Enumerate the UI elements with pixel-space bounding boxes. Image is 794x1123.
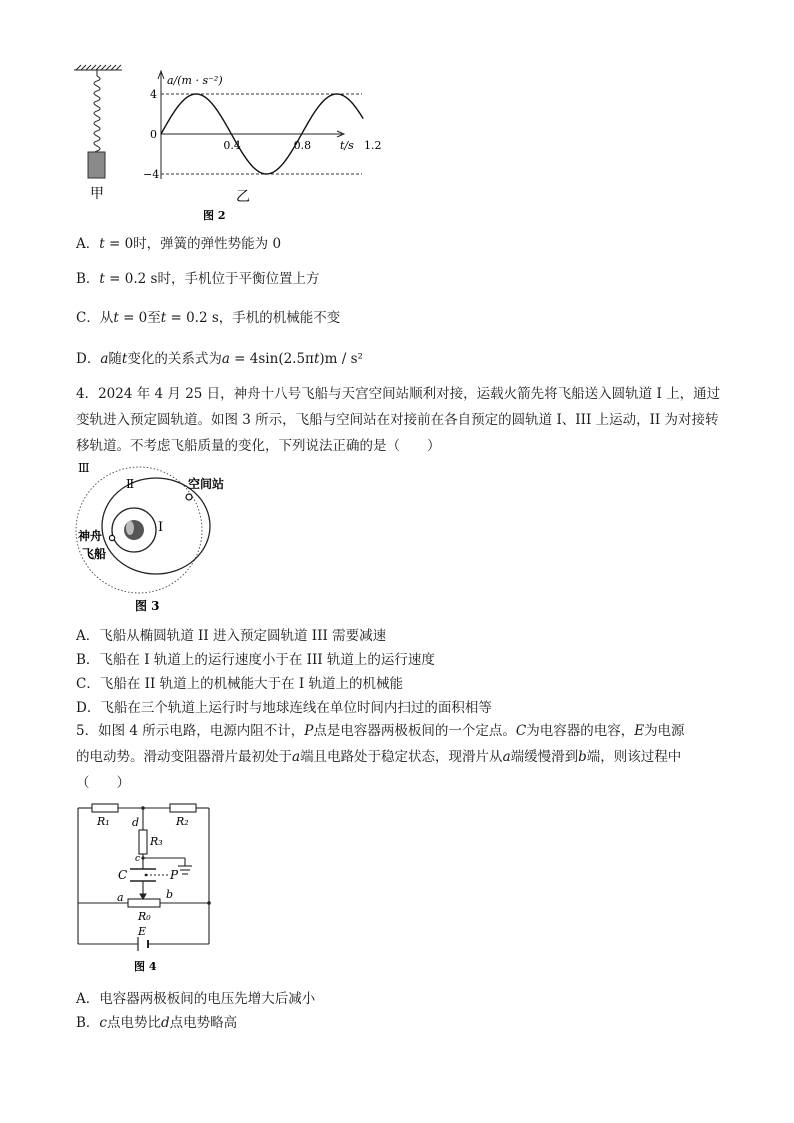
battery xyxy=(138,937,148,951)
point-p xyxy=(145,874,148,877)
y-tick-label: 4 xyxy=(150,88,157,101)
label-iii: Ⅲ xyxy=(78,461,90,475)
label-r2: R₂ xyxy=(176,815,189,828)
ceiling-hatch xyxy=(74,65,122,70)
q4-option-b[interactable]: B．飞船在 I 轨道上的运行速度小于在 III 轨道上的运行速度 xyxy=(76,652,435,668)
capacitor xyxy=(130,869,156,881)
ship-label-2: 飞船 xyxy=(82,547,107,561)
label-c-capacitor: C xyxy=(118,868,128,882)
q4-option-d[interactable]: D．飞船在三个轨道上运行时与地球连线在单位时间内扫过的面积相等 xyxy=(76,700,492,716)
q4-option-a[interactable]: A．飞船从椭圆轨道 II 进入预定圆轨道 III 需要减速 xyxy=(76,628,387,644)
fig2-left-label: 甲 xyxy=(90,186,104,202)
junction-right xyxy=(207,901,211,905)
label-i: Ⅰ xyxy=(158,520,164,535)
fig4-caption: 图 4 xyxy=(134,960,157,973)
q5-stem-line-3: （ ） xyxy=(76,775,130,791)
label-r0: R₀ xyxy=(138,910,151,923)
label-r1: R₁ xyxy=(97,815,110,828)
label-p: P xyxy=(170,868,179,882)
junction-top xyxy=(141,806,145,810)
ship-dot xyxy=(109,535,114,540)
q5-option-b[interactable]: B．c点电势比d点电势略高 xyxy=(76,1015,238,1031)
station-label: 空间站 xyxy=(188,477,225,491)
fig2-right-label: 乙 xyxy=(236,189,250,205)
figure-4 xyxy=(70,800,220,980)
label-e: E xyxy=(138,925,147,938)
earth-highlight xyxy=(126,521,134,535)
label-c-point: c xyxy=(135,854,141,864)
q4-option-c[interactable]: C．飞船在 II 轨道上的机械能大于在 I 轨道上的机械能 xyxy=(76,676,403,692)
y-tick-label: 0 xyxy=(150,128,157,141)
q3-option-c[interactable]: C．从t = 0至t = 0.2 s，手机的机械能不变 xyxy=(76,310,341,326)
circuit-wires xyxy=(78,808,209,944)
fig3-caption: 图 3 xyxy=(135,599,160,613)
resistor-r0 xyxy=(128,899,160,907)
fig2-ylabel: a/(m · s⁻²) xyxy=(167,74,223,87)
fig2-axes xyxy=(158,71,344,179)
figure-2 xyxy=(60,55,382,225)
label-r3: R₃ xyxy=(150,835,163,848)
label-b: b xyxy=(166,888,174,901)
label-ii: Ⅱ xyxy=(126,477,135,491)
x-tick-label: 0.8 xyxy=(293,139,312,152)
station-dot xyxy=(186,494,192,500)
phone-block xyxy=(88,152,105,178)
label-d: d xyxy=(132,816,140,829)
resistor-r1 xyxy=(92,804,118,812)
ship-label-1: 神舟 xyxy=(78,529,103,543)
q5-stem-line-2: 的电动势。滑动变阻器滑片最初处于a端且电路处于稳定状态，现滑片从a端缓慢滑到b端，则该过程中 xyxy=(76,749,682,765)
fig2-caption: 图 2 xyxy=(203,209,226,222)
q5-stem-line-1: 5．如图 4 所示电路，电源内阻不计，P点是电容器两极板间的一个定点。C为电容器的电容，E为电源 xyxy=(76,723,685,739)
junction-c xyxy=(141,856,144,859)
resistor-r2 xyxy=(170,804,196,812)
x-tick-label: 1.2 xyxy=(364,139,382,152)
q5-stem xyxy=(76,718,726,796)
slider-arrow xyxy=(140,886,146,899)
q3-option-b[interactable]: B．t = 0.2 s时，手机位于平衡位置上方 xyxy=(76,271,320,287)
q3-option-d[interactable]: D．a随t变化的关系式为a = 4sin(2.5πt)m / s² xyxy=(76,351,363,367)
q3-option-a[interactable]: A．t = 0时，弹簧的弹性势能为 0 xyxy=(76,236,282,252)
q4-stem: 4．2024 年 4 月 25 日，神舟十八号飞船与天宫空间站顺利对接，运载火箭先将飞船送入圆轨道 I 上，通过 变轨进入预定圆轨道。如图 3 所示，飞船与空间站在对接前在各自预定的圆轨道 I、III 上运动，II 为对接转 移轨道。不考虑飞船质量的变化，下列说法正确的是（ ） xyxy=(76,386,721,454)
resistor-r3 xyxy=(139,830,147,854)
fig2-xlabel: t/s xyxy=(340,139,354,152)
q5-option-a[interactable]: A．电容器两极板间的电压先增大后减小 xyxy=(76,991,316,1007)
figure-3 xyxy=(72,458,232,618)
ground-symbol xyxy=(178,866,192,874)
y-tick-label: −4 xyxy=(143,168,160,181)
x-tick-label: 0.4 xyxy=(223,139,241,152)
label-a: a xyxy=(117,891,124,904)
